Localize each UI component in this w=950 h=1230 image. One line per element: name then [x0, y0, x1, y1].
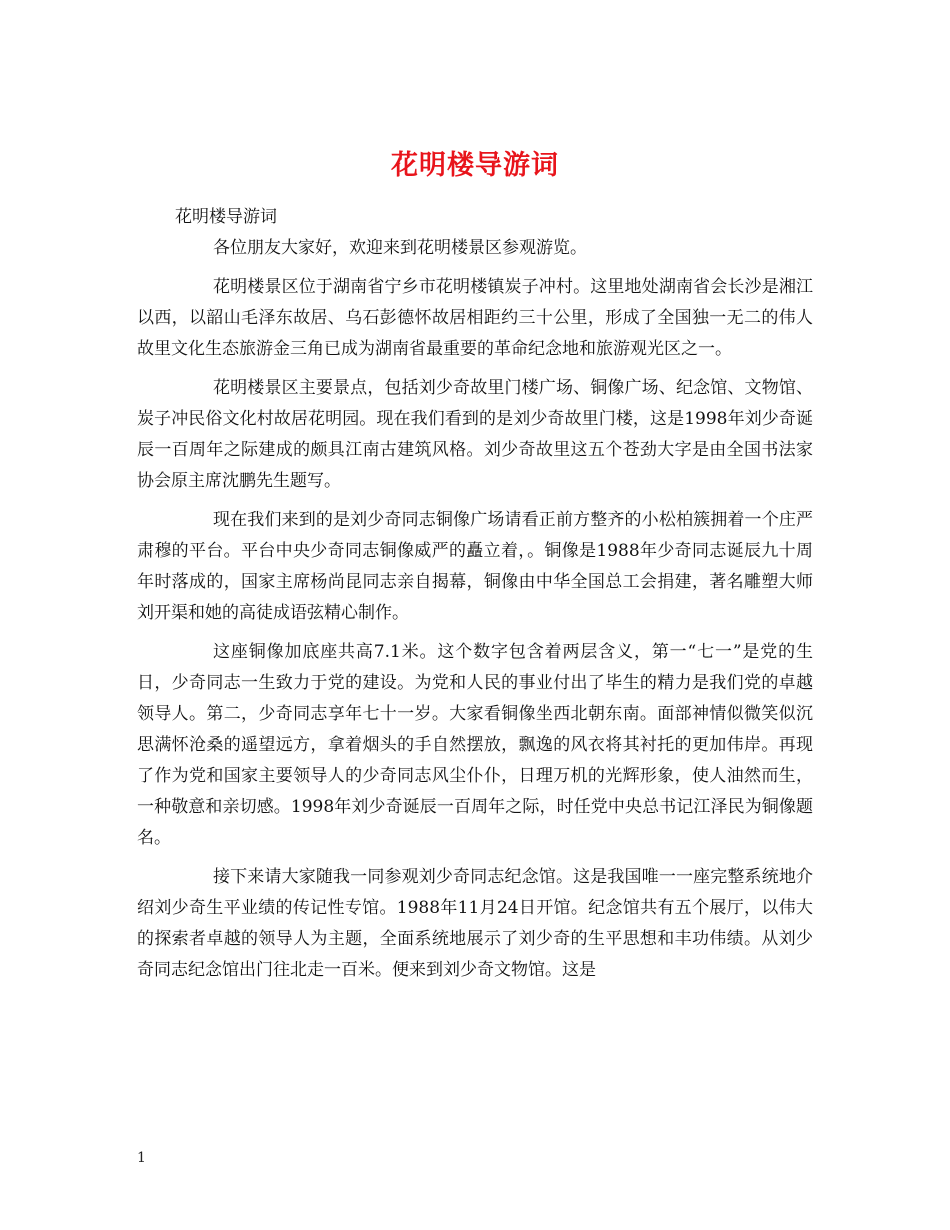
page-title: 花明楼导游词 [391, 150, 559, 182]
paragraph-statue-height: 这座铜像加底座共高7.1米。这个数字包含着两层含义，第一“七一”是党的生日，少奇同志一生致力于党的建设。为党和人民的事业付出了毕生的精力是我们党的卓越领导人。第二，少奇同志享年七十一岁。大家看铜像坐西北朝东南。面部神情似微笑似沉思满怀沧桑的遥望远方，拿着烟头的手自然摆放，飘逸的风衣将其衬托的更加伟岸。再现了作为党和国家主要领导人的少奇同志风尘仆仆，日理万机的光辉形象，使人油然而生，一种敬意和亲切感。1998年刘少奇诞辰一百周年之际，时任党中央总书记江泽民为铜像题名。 [137, 642, 813, 848]
paragraph-attractions: 花明楼景区主要景点，包括刘少奇故里门楼广场、铜像广场、纪念馆、文物馆、炭子冲民俗文化村故居花明园。现在我们看到的是刘少奇故里门楼，这是1998年刘少奇诞辰一百周年之际建成的颇具江南古建筑风格。刘少奇故里这五个苍劲大字是由全国书法家协会原主席沈鹏先生题写。 [137, 378, 813, 491]
paragraph-welcome: 各位朋友大家好，欢迎来到花明楼景区参观游览。 [213, 238, 587, 258]
paragraph-memorial-hall: 接下来请大家随我一同参观刘少奇同志纪念馆。这是我国唯一一座完整系统地介绍刘少奇生平业绩的传记性专馆。1988年11月24日开馆。纪念馆共有五个展厅，以伟大的探索者卓越的领导人为主题，全面系统地展示了刘少奇的生平思想和丰功伟绩。从刘少奇同志纪念馆出门往北走一百米。便来到刘少奇文物馆。这是 [137, 867, 813, 980]
paragraph-location: 花明楼景区位于湖南省宁乡市花明楼镇炭子冲村。这里地处湖南省会长沙是湘江以西，以韶山毛泽东故居、乌石彭德怀故居相距约三十公里，形成了全国独一无二的伟人故里文化生态旅游金三角已成为湖南省最重要的革命纪念地和旅游观光区之一。 [137, 277, 813, 359]
document-body [137, 202, 813, 994]
paragraph-statue-square: 现在我们来到的是刘少奇同志铜像广场请看正前方整齐的小松柏簇拥着一个庄严肃穆的平台。平台中央少奇同志铜像威严的矗立着，。铜像是1988年少奇同志诞辰九十周年时落成的，国家主席杨尚昆同志亲自揭幕，铜像由中华全国总工会捐建，著名雕塑大师刘开渠和她的高徒成语弦精心制作。 [137, 510, 813, 623]
document-subtitle: 花明楼导游词 [175, 207, 277, 227]
page-number: 1 [137, 1150, 146, 1166]
